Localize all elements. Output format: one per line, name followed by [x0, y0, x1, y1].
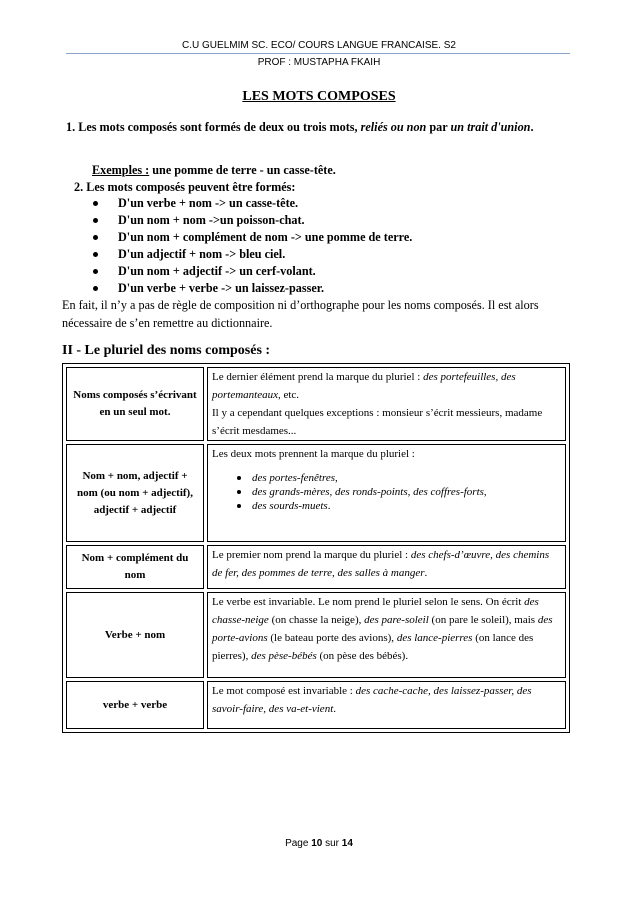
page-title: LES MOTS COMPOSES: [242, 89, 396, 104]
row-content: Le mot composé est invariable : des cache-cache, des laissez-passer, des savoir-faire, des va-et-vient.: [207, 681, 566, 729]
header-divider: [66, 53, 570, 54]
row-label: verbe + verbe: [66, 681, 204, 729]
row-label: Noms composés s’écrivant en un seul mot.: [66, 367, 204, 441]
list-item: D'un nom + nom ->un poisson-chat.: [92, 212, 412, 229]
section-heading: II - Le pluriel des noms composés :: [62, 343, 271, 358]
row-label: Nom + nom, adjectif + nom (ou nom + adjectif), adjectif + adjectif: [66, 444, 204, 542]
row-label: Nom + complément du nom: [66, 545, 204, 589]
bullet-icon: [93, 252, 98, 257]
list-item: des sourds-muets.: [212, 499, 561, 513]
row-label: Verbe + nom: [66, 592, 204, 678]
intro-paragraph-3: En fait, il n’y a pas de règle de composition ni d’orthographe pour les noms composés. Il est alors nécessaire de s’en remettre au dictionnaire.: [62, 298, 539, 330]
row-content: Les deux mots prennent la marque du pluriel : des portes-fenêtres, des grands-mères, des ronds-points, des coffres-forts, des sourds-muets.: [207, 444, 566, 542]
intro-paragraph-2: 2. Les mots composés peuvent être formés:: [74, 180, 296, 194]
intro-paragraph-1: 1. Les mots composés sont formés de deux ou trois mots, reliés ou non par un trait d'union.: [66, 120, 534, 134]
row-content: Le dernier élément prend la marque du pluriel : des portefeuilles, des portemanteaux, etc. Il y a cependant quelques exceptions : monsieur s’écrit messieurs, madame s’écrit mesdames...: [207, 367, 566, 441]
page-footer: Page 10 sur 14: [285, 838, 353, 849]
table-row: [66, 681, 566, 729]
list-item: D'un nom + complément de nom -> une pomme de terre.: [92, 229, 412, 246]
bullet-icon: [237, 490, 241, 494]
bullet-icon: [93, 235, 98, 240]
bullet-icon: [237, 504, 241, 508]
list-item: des portes-fenêtres,: [212, 471, 561, 485]
header-course: C.U GUELMIM SC. ECO/ COURS LANGUE FRANCAISE. S2: [182, 40, 456, 51]
table-row: [66, 592, 566, 678]
list-item: des grands-mères, des ronds-points, des coffres-forts,: [212, 485, 561, 499]
bullet-icon: [93, 286, 98, 291]
row-content: Le verbe est invariable. Le nom prend le pluriel selon le sens. On écrit des chasse-neige (on chasse la neige), des pare-soleil (on pare le soleil), mais des porte-avions (le bateau porte des avions), des lance-pierres (on lance des pierres), des pèse-bébés (on pèse des bébés).: [207, 592, 566, 678]
bullet-icon: [93, 218, 98, 223]
examples-label: Exemples :: [92, 163, 150, 177]
list-item: D'un adjectif + nom -> bleu ciel.: [92, 246, 412, 263]
table-row: [66, 444, 566, 542]
examples-line: Exemples : une pomme de terre - un casse-tête.: [92, 163, 336, 177]
table-row: [66, 367, 566, 441]
bullet-icon: [93, 269, 98, 274]
bullet-icon: [237, 476, 241, 480]
table-row: [66, 545, 566, 589]
plural-rules-table: [62, 363, 570, 733]
plural-examples-list: [212, 471, 561, 513]
formation-list: [92, 195, 412, 297]
bullet-icon: [93, 201, 98, 206]
list-item: D'un verbe + verbe -> un laissez-passer.: [92, 280, 412, 297]
header-prof: PROF : MUSTAPHA FKAIH: [257, 57, 381, 68]
list-item: D'un verbe + nom -> un casse-tête.: [92, 195, 412, 212]
row-content: Le premier nom prend la marque du pluriel : des chefs-d’œuvre, des chemins de fer, des pommes de terre, des salles à manger.: [207, 545, 566, 589]
list-item: D'un nom + adjectif -> un cerf-volant.: [92, 263, 412, 280]
